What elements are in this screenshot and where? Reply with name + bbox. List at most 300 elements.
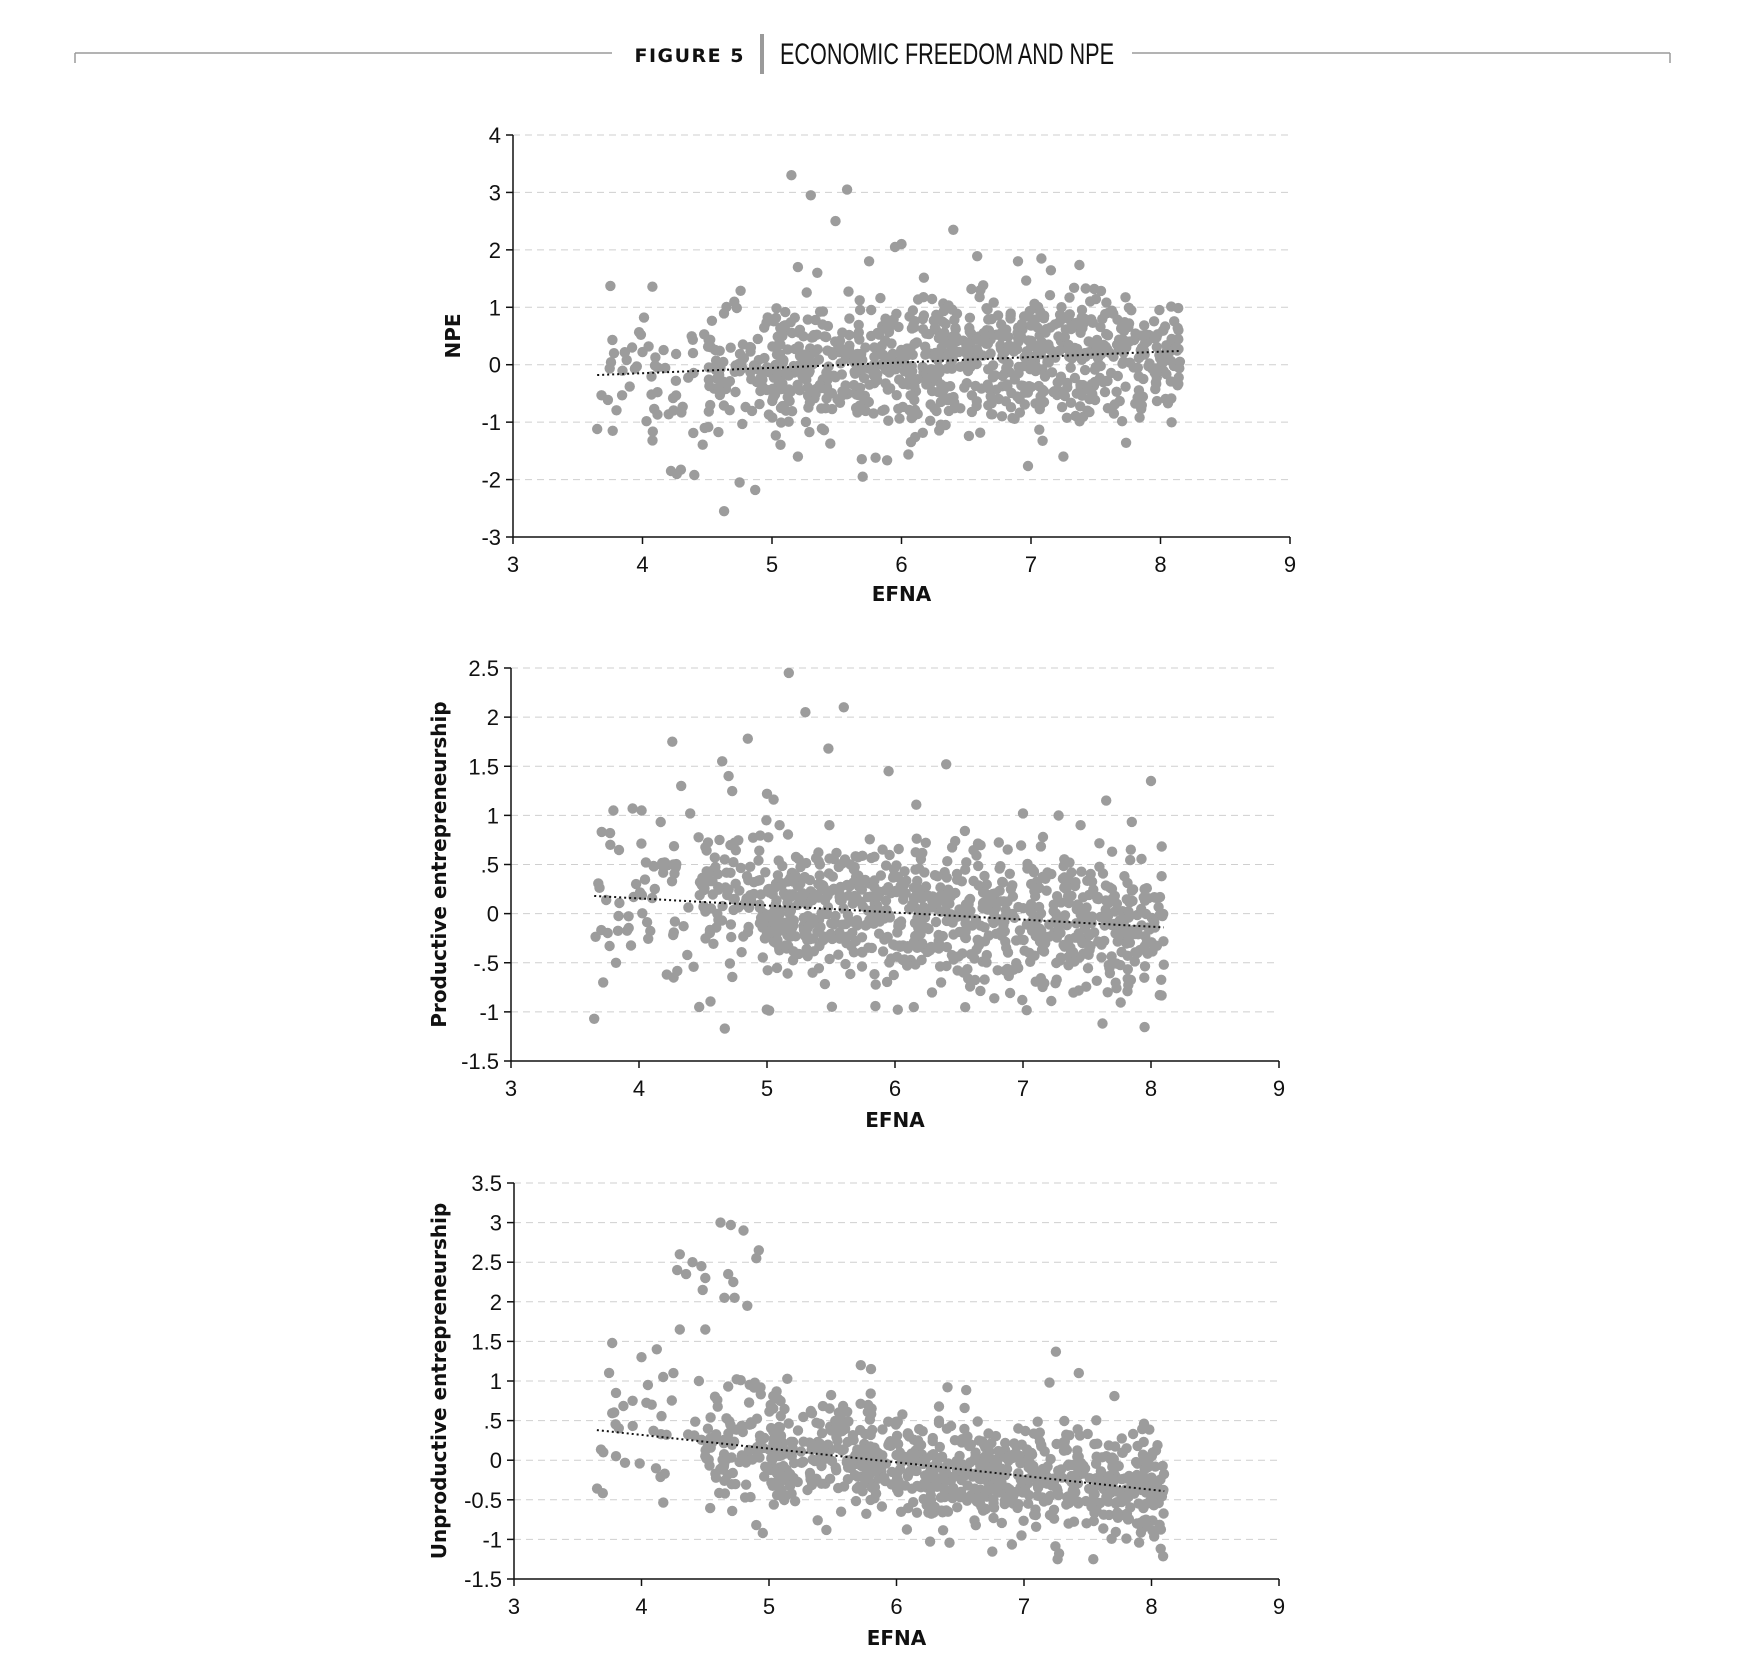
scatter-point bbox=[925, 399, 935, 409]
y-tick-label: 1 bbox=[486, 803, 499, 829]
scatter-point bbox=[785, 932, 795, 942]
y-tick-label: -1 bbox=[481, 410, 501, 436]
scatter-point bbox=[1063, 340, 1073, 350]
scatter-point bbox=[806, 190, 816, 200]
scatter-point bbox=[886, 1441, 896, 1451]
scatter-point bbox=[779, 888, 789, 898]
scatter-point bbox=[823, 361, 833, 371]
scatter-point bbox=[734, 477, 744, 487]
scatter-point bbox=[1090, 377, 1100, 387]
scatter-point bbox=[912, 943, 922, 953]
scatter-point bbox=[735, 286, 745, 296]
scatter-point bbox=[834, 862, 844, 872]
chart-unproductive-entrepreneurship bbox=[427, 1171, 1285, 1650]
scatter-point bbox=[824, 853, 834, 863]
scatter-point bbox=[1064, 292, 1074, 302]
scatter-point bbox=[816, 1479, 826, 1489]
scatter-point bbox=[720, 854, 730, 864]
scatter-point bbox=[631, 879, 641, 889]
scatter-point bbox=[1083, 963, 1093, 973]
scatter-point bbox=[752, 1414, 762, 1424]
scatter-point bbox=[981, 1485, 991, 1495]
scatter-point bbox=[805, 875, 815, 885]
scatter-point bbox=[821, 1525, 831, 1535]
scatter-point bbox=[1128, 1484, 1138, 1494]
scatter-point bbox=[1012, 391, 1022, 401]
scatter-point bbox=[726, 919, 736, 929]
scatter-point bbox=[786, 170, 796, 180]
scatter-point bbox=[1009, 913, 1019, 923]
scatter-point bbox=[737, 419, 747, 429]
scatter-point bbox=[710, 1392, 720, 1402]
scatter-point bbox=[944, 406, 954, 416]
scatter-point bbox=[726, 932, 736, 942]
scatter-point bbox=[676, 407, 686, 417]
scatter-point bbox=[982, 950, 992, 960]
scatter-point bbox=[712, 909, 722, 919]
y-tick-label: -2 bbox=[481, 467, 501, 493]
scatter-point bbox=[704, 374, 714, 384]
scatter-point bbox=[926, 371, 936, 381]
scatter-point bbox=[870, 1001, 880, 1011]
scatter-point bbox=[1070, 373, 1080, 383]
scatter-point bbox=[950, 1435, 960, 1445]
scatter-point bbox=[776, 417, 786, 427]
scatter-point bbox=[886, 953, 896, 963]
scatter-point bbox=[827, 1002, 837, 1012]
scatter-point bbox=[803, 951, 813, 961]
scatter-point bbox=[786, 1437, 796, 1447]
scatter-point bbox=[971, 401, 981, 411]
y-tick-label: 0 bbox=[488, 352, 501, 378]
scatter-point bbox=[681, 1269, 691, 1279]
scatter-point bbox=[1009, 1438, 1019, 1448]
scatter-point bbox=[948, 225, 958, 235]
scatter-point bbox=[1111, 978, 1121, 988]
scatter-point bbox=[592, 424, 602, 434]
scatter-point bbox=[1075, 1461, 1085, 1471]
scatter-point bbox=[800, 707, 810, 717]
scatter-point bbox=[605, 840, 615, 850]
scatter-point bbox=[1095, 912, 1105, 922]
scatter-point bbox=[830, 918, 840, 928]
y-tick-label: 4 bbox=[488, 123, 501, 148]
scatter-point bbox=[1117, 416, 1127, 426]
scatter-point bbox=[1128, 1429, 1138, 1439]
scatter-point bbox=[1113, 936, 1123, 946]
x-tick-label: 3 bbox=[504, 1076, 518, 1101]
scatter-point bbox=[1098, 868, 1108, 878]
scatter-point bbox=[997, 1518, 1007, 1528]
scatter-point bbox=[1025, 364, 1035, 374]
scatter-point bbox=[782, 1374, 792, 1384]
scatter-point bbox=[1059, 882, 1069, 892]
scatter-point bbox=[705, 1503, 715, 1513]
scatter-point bbox=[1139, 1022, 1149, 1032]
scatter-point bbox=[1072, 388, 1082, 398]
scatter-point bbox=[745, 890, 755, 900]
scatter-point bbox=[891, 860, 901, 870]
scatter-point bbox=[894, 844, 904, 854]
scatter-point bbox=[1020, 399, 1030, 409]
scatter-point bbox=[658, 1497, 668, 1507]
scatter-point bbox=[885, 912, 895, 922]
scatter-point bbox=[788, 946, 798, 956]
scatter-point bbox=[1039, 311, 1049, 321]
scatter-point bbox=[962, 378, 972, 388]
scatter-point bbox=[989, 993, 999, 1003]
scatter-point bbox=[780, 307, 790, 317]
scatter-point bbox=[844, 313, 854, 323]
scatter-point bbox=[611, 958, 621, 968]
scatter-point bbox=[819, 934, 829, 944]
y-axis-title: Unproductive entrepreneurship bbox=[427, 1202, 451, 1560]
scatter-point bbox=[1075, 820, 1085, 830]
scatter-point bbox=[881, 1458, 891, 1468]
scatter-point bbox=[974, 348, 984, 358]
scatter-point bbox=[842, 184, 852, 194]
scatter-point bbox=[952, 1502, 962, 1512]
scatter-point bbox=[1053, 810, 1063, 820]
scatter-point bbox=[1140, 961, 1150, 971]
scatter-point bbox=[1139, 320, 1149, 330]
scatter-point bbox=[700, 1451, 710, 1461]
scatter-point bbox=[1066, 398, 1076, 408]
scatter-point bbox=[824, 820, 834, 830]
scatter-point bbox=[856, 1461, 866, 1471]
scatter-point bbox=[808, 359, 818, 369]
scatter-point bbox=[1146, 776, 1156, 786]
scatter-point bbox=[744, 1397, 754, 1407]
scatter-point bbox=[750, 1378, 760, 1388]
scatter-point bbox=[834, 892, 844, 902]
y-tick-label: -1 bbox=[479, 999, 499, 1025]
scatter-point bbox=[900, 349, 910, 359]
scatter-point bbox=[708, 889, 718, 899]
scatter-point bbox=[729, 297, 739, 307]
scatter-point bbox=[794, 341, 804, 351]
scatter-point bbox=[713, 869, 723, 879]
scatter-point bbox=[604, 941, 614, 951]
scatter-point bbox=[1139, 973, 1149, 983]
scatter-point bbox=[1031, 977, 1041, 987]
scatter-point bbox=[1096, 286, 1106, 296]
x-tick-label: 6 bbox=[890, 1594, 903, 1619]
scatter-point bbox=[994, 837, 1004, 847]
scatter-point bbox=[982, 879, 992, 889]
scatter-point bbox=[1016, 1530, 1026, 1540]
scatter-point bbox=[1037, 337, 1047, 347]
scatter-point bbox=[728, 1277, 738, 1287]
scatter-point bbox=[998, 327, 1008, 337]
scatter-point bbox=[1109, 1391, 1119, 1401]
scatter-point bbox=[1075, 401, 1085, 411]
x-tick-label: 8 bbox=[1154, 552, 1167, 577]
scatter-point bbox=[1105, 968, 1115, 978]
scatter-point bbox=[857, 454, 867, 464]
y-tick-label: -0.5 bbox=[464, 1487, 502, 1513]
scatter-point bbox=[907, 366, 917, 376]
scatter-point bbox=[979, 974, 989, 984]
scatter-point bbox=[855, 295, 865, 305]
scatter-point bbox=[760, 867, 770, 877]
scatter-point bbox=[1166, 376, 1176, 386]
x-tick-label: 9 bbox=[1272, 1594, 1286, 1619]
scatter-point bbox=[777, 861, 787, 871]
scatter-point bbox=[637, 908, 647, 918]
scatter-point bbox=[1047, 367, 1057, 377]
scatter-point bbox=[722, 379, 732, 389]
scatter-point bbox=[1156, 975, 1166, 985]
scatter-point bbox=[772, 963, 782, 973]
scatter-point bbox=[1039, 386, 1049, 396]
scatter-point bbox=[845, 969, 855, 979]
scatter-point bbox=[973, 838, 983, 848]
scatter-point bbox=[700, 1273, 710, 1283]
scatter-point bbox=[1097, 1018, 1107, 1028]
scatter-point bbox=[1148, 1479, 1158, 1489]
scatter-point bbox=[822, 345, 832, 355]
scatter-point bbox=[1088, 393, 1098, 403]
scatter-point bbox=[1132, 392, 1142, 402]
scatter-point bbox=[783, 1470, 793, 1480]
scatter-point bbox=[1005, 341, 1015, 351]
y-tick-label: -3 bbox=[481, 525, 501, 550]
scatter-point bbox=[1054, 318, 1064, 328]
scatter-point bbox=[598, 1488, 608, 1498]
scatter-point bbox=[1148, 1447, 1158, 1457]
scatter-point bbox=[1152, 396, 1162, 406]
scatter-point bbox=[1046, 869, 1056, 879]
y-tick-label: 3.5 bbox=[471, 1171, 502, 1196]
scatter-point bbox=[831, 1462, 841, 1472]
scatter-point bbox=[636, 1352, 646, 1362]
scatter-point bbox=[1122, 894, 1132, 904]
scatter-point bbox=[836, 1507, 846, 1517]
scatter-point bbox=[1017, 995, 1027, 1005]
scatter-point bbox=[1126, 845, 1136, 855]
y-axis-title: Productive entrepreneurship bbox=[427, 701, 451, 1028]
scatter-point bbox=[636, 838, 646, 848]
scatter-point bbox=[1105, 882, 1115, 892]
scatter-point bbox=[649, 861, 659, 871]
scatter-point bbox=[1066, 891, 1076, 901]
scatter-point bbox=[878, 946, 888, 956]
scatter-point bbox=[869, 852, 879, 862]
y-tick-label: 2.5 bbox=[468, 656, 499, 681]
scatter-point bbox=[861, 1509, 871, 1519]
x-tick-label: 9 bbox=[1283, 552, 1297, 577]
scatter-point bbox=[994, 863, 1004, 873]
y-tick-label: 1 bbox=[488, 295, 501, 321]
y-tick-label: 3 bbox=[488, 180, 501, 206]
scatter-point bbox=[879, 1473, 889, 1483]
scatter-point bbox=[1018, 935, 1028, 945]
scatter-point bbox=[763, 832, 773, 842]
scatter-point bbox=[1043, 1495, 1053, 1505]
x-tick-label: 6 bbox=[895, 552, 908, 577]
x-axis-title: EFNA bbox=[866, 1626, 927, 1650]
scatter-point bbox=[904, 1431, 914, 1441]
scatter-point bbox=[1166, 417, 1176, 427]
scatter-point bbox=[740, 1492, 750, 1502]
scatter-point bbox=[992, 1458, 1002, 1468]
scatter-point bbox=[921, 329, 931, 339]
scatter-point bbox=[867, 943, 877, 953]
scatter-point bbox=[1159, 960, 1169, 970]
scatter-point bbox=[925, 1536, 935, 1546]
scatter-point bbox=[676, 781, 686, 791]
scatter-point bbox=[676, 465, 686, 475]
scatter-point bbox=[960, 826, 970, 836]
scatter-point bbox=[628, 1421, 638, 1431]
scatter-point bbox=[926, 1490, 936, 1500]
scatter-point bbox=[1003, 844, 1013, 854]
scatter-point bbox=[1136, 854, 1146, 864]
scatter-point bbox=[696, 1261, 706, 1271]
scatter-point bbox=[650, 884, 660, 894]
scatter-point bbox=[1121, 938, 1131, 948]
scatter-point bbox=[605, 281, 615, 291]
scatter-point bbox=[927, 294, 937, 304]
scatter-point bbox=[826, 1390, 836, 1400]
scatter-point bbox=[1050, 978, 1060, 988]
scatter-point bbox=[1156, 871, 1166, 881]
scatter-point bbox=[865, 1441, 875, 1451]
scatter-point bbox=[947, 917, 957, 927]
scatter-point bbox=[972, 1496, 982, 1506]
scatter-point bbox=[723, 1381, 733, 1391]
scatter-point bbox=[970, 975, 980, 985]
scatter-point bbox=[1007, 413, 1017, 423]
scatter-point bbox=[694, 1002, 704, 1012]
scatter-point bbox=[1115, 337, 1125, 347]
scatter-point bbox=[831, 1419, 841, 1429]
scatter-point bbox=[1134, 353, 1144, 363]
scatter-point bbox=[964, 323, 974, 333]
scatter-point bbox=[660, 1469, 670, 1479]
x-tick-label: 8 bbox=[1144, 1076, 1158, 1101]
scatter-point bbox=[705, 996, 715, 1006]
scatter-point bbox=[921, 838, 931, 848]
scatter-point bbox=[725, 868, 735, 878]
scatter-point bbox=[1000, 1438, 1010, 1448]
scatter-point bbox=[851, 1496, 861, 1506]
scatter-point bbox=[747, 406, 757, 416]
scatter-point bbox=[890, 940, 900, 950]
scatter-point bbox=[902, 1524, 912, 1534]
scatter-point bbox=[786, 317, 796, 327]
scatter-point bbox=[1081, 283, 1091, 293]
scatter-point bbox=[1032, 1491, 1042, 1501]
scatter-point bbox=[963, 339, 973, 349]
scatter-point bbox=[597, 827, 607, 837]
scatter-point bbox=[620, 1458, 630, 1468]
scatter-point bbox=[952, 875, 962, 885]
scatter-point bbox=[812, 330, 822, 340]
scatter-point bbox=[793, 451, 803, 461]
scatter-point bbox=[964, 1441, 974, 1451]
scatter-point bbox=[784, 1418, 794, 1428]
scatter-point bbox=[941, 759, 951, 769]
scatter-point bbox=[1150, 384, 1160, 394]
scatter-point bbox=[1092, 976, 1102, 986]
scatter-point bbox=[778, 1492, 788, 1502]
scatter-point bbox=[938, 1525, 948, 1535]
scatter-point bbox=[1103, 1497, 1113, 1507]
scatter-point bbox=[852, 330, 862, 340]
scatter-point bbox=[908, 305, 918, 315]
scatter-point bbox=[1116, 997, 1126, 1007]
scatter-point bbox=[720, 1023, 730, 1033]
scatter-point bbox=[1112, 1507, 1122, 1517]
y-tick-label: -1.5 bbox=[464, 1567, 502, 1592]
scatter-point bbox=[1092, 894, 1102, 904]
scatter-point bbox=[1034, 425, 1044, 435]
scatter-point bbox=[801, 417, 811, 427]
scatter-point bbox=[845, 859, 855, 869]
scatter-point bbox=[763, 965, 773, 975]
scatter-point bbox=[1120, 292, 1130, 302]
scatter-point bbox=[764, 1005, 774, 1015]
scatter-point bbox=[1078, 904, 1088, 914]
scatter-point bbox=[717, 756, 727, 766]
scatter-point bbox=[751, 1520, 761, 1530]
scatter-point bbox=[1001, 396, 1011, 406]
scatter-point bbox=[709, 363, 719, 373]
scatter-point bbox=[1060, 910, 1070, 920]
scatter-point bbox=[771, 313, 781, 323]
scatter-point bbox=[762, 789, 772, 799]
scatter-point bbox=[892, 390, 902, 400]
scatter-point bbox=[731, 845, 741, 855]
y-axis-title: NPE bbox=[441, 313, 465, 359]
scatter-point bbox=[983, 364, 993, 374]
scatter-point bbox=[745, 862, 755, 872]
scatter-point bbox=[589, 1014, 599, 1024]
scatter-point bbox=[858, 472, 868, 482]
scatter-point bbox=[979, 334, 989, 344]
scatter-point bbox=[687, 331, 697, 341]
scatter-point bbox=[817, 1428, 827, 1438]
scatter-point bbox=[715, 346, 725, 356]
scatter-point bbox=[611, 1388, 621, 1398]
scatter-point bbox=[1080, 923, 1090, 933]
scatter-point bbox=[1027, 926, 1037, 936]
scatter-point bbox=[698, 902, 708, 912]
scatter-point bbox=[986, 409, 996, 419]
scatter-point bbox=[1077, 938, 1087, 948]
x-tick-label: 5 bbox=[762, 1594, 776, 1619]
scatter-point bbox=[1059, 1416, 1069, 1426]
scatter-point bbox=[818, 1401, 828, 1411]
scatter-point bbox=[811, 1418, 821, 1428]
scatter-point bbox=[894, 413, 904, 423]
scatter-point bbox=[722, 890, 732, 900]
scatter-point bbox=[1132, 948, 1142, 958]
scatter-point bbox=[1149, 892, 1159, 902]
scatter-point bbox=[1098, 1523, 1108, 1533]
scatter-point bbox=[823, 743, 833, 753]
scatter-point bbox=[745, 342, 755, 352]
x-axis-title: EFNA bbox=[865, 1108, 925, 1132]
scatter-point bbox=[987, 398, 997, 408]
scatter-point bbox=[804, 368, 814, 378]
scatter-point bbox=[741, 1480, 751, 1490]
scatter-point bbox=[1051, 1347, 1061, 1357]
scatter-point bbox=[1086, 1502, 1096, 1512]
scatter-point bbox=[892, 1484, 902, 1494]
